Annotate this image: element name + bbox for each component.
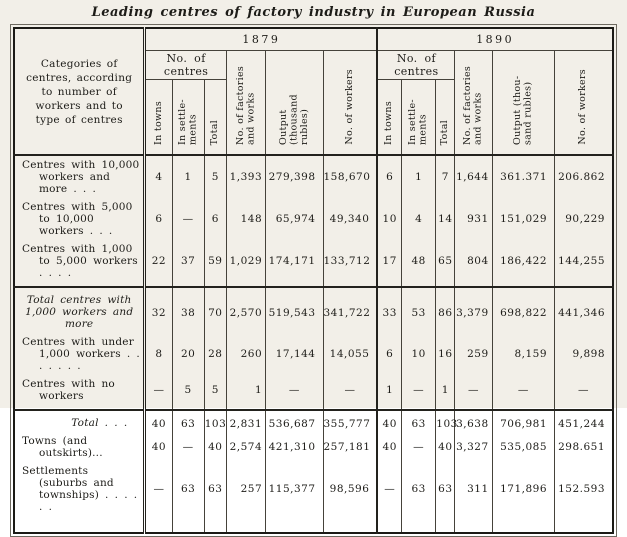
cell-1890-total: 103 xyxy=(436,410,455,432)
total-1879-label: Total xyxy=(209,119,221,145)
cell-1890-total: 1 xyxy=(436,375,455,410)
table-row xyxy=(14,333,613,375)
cell-1890-in-towns: 10 xyxy=(377,198,401,240)
cell-1879-total: 63 xyxy=(204,462,226,516)
cell-1890-workers: 441,346 xyxy=(555,287,613,333)
row-label: Total centres with 1,000 workers and more xyxy=(14,287,145,333)
cell-1879-output: 279,398 xyxy=(266,155,323,198)
cell-1890-factories: 931 xyxy=(455,198,492,240)
cell-1890-factories xyxy=(455,516,492,533)
cell-1879-in-towns: 8 xyxy=(145,333,172,375)
cell-1879-in-settlements xyxy=(172,516,204,533)
year-1890-header: 1890 xyxy=(377,28,613,51)
table-row xyxy=(14,287,613,333)
cell-1890-workers: 298.651 xyxy=(555,432,613,462)
cell-1879-in-towns: 40 xyxy=(145,432,172,462)
cell-1879-factories: 1,029 xyxy=(226,240,265,287)
cell-1890-output xyxy=(492,516,554,533)
cell-1879-total: 6 xyxy=(204,198,226,240)
cell-1890-output: 706,981 xyxy=(492,410,554,432)
cell-1890-output: 535,085 xyxy=(492,432,554,462)
cell-1879-in-settlements: 1 xyxy=(172,155,204,198)
cell-1890-factories: 259 xyxy=(455,333,492,375)
col-header-in-towns-1879 xyxy=(145,80,172,156)
col-header-total-1879 xyxy=(204,80,226,156)
cell-1879-in-towns: 4 xyxy=(145,155,172,198)
cell-1890-factories: 804 xyxy=(455,240,492,287)
workers-1890-label: No. of workers xyxy=(577,69,589,145)
cell-1890-factories: 1,644 xyxy=(455,155,492,198)
cell-1890-workers: — xyxy=(555,375,613,410)
cell-1890-workers: 451,244 xyxy=(555,410,613,432)
col-header-output-1890 xyxy=(492,51,554,156)
cell-1879-workers: 257,181 xyxy=(323,432,377,462)
cell-1879-factories: 2,574 xyxy=(226,432,265,462)
cell-1879-factories: 1 xyxy=(226,375,265,410)
cell-1879-output: 115,377 xyxy=(266,462,323,516)
cell-1879-total: 40 xyxy=(204,432,226,462)
cell-1879-output: 421,310 xyxy=(266,432,323,462)
row-label: Centres with 5,000 to 10,000 workers . . . xyxy=(14,198,145,240)
cell-1890-in-towns: 40 xyxy=(377,410,401,432)
cell-1879-output: 65,974 xyxy=(266,198,323,240)
cell-1890-output: 361.371 xyxy=(492,155,554,198)
cell-1879-workers: 133,712 xyxy=(323,240,377,287)
cell-1890-in-settlements: 48 xyxy=(402,240,436,287)
categories-header: Categories of centres, according to number of workers and to type of centres xyxy=(14,28,145,155)
table-row xyxy=(14,410,613,432)
col-header-total-1890 xyxy=(436,80,455,156)
cell-1879-total xyxy=(204,516,226,533)
cell-1879-output: 536,687 xyxy=(266,410,323,432)
cell-1879-factories: 257 xyxy=(226,462,265,516)
cell-1879-factories: 260 xyxy=(226,333,265,375)
cell-1879-in-settlements: 38 xyxy=(172,287,204,333)
cell-1879-in-settlements: — xyxy=(172,432,204,462)
cell-1879-workers: 355,777 xyxy=(323,410,377,432)
cell-1879-in-towns: — xyxy=(145,462,172,516)
row-label xyxy=(14,516,145,533)
cell-1879-workers: 14,055 xyxy=(323,333,377,375)
cell-1890-factories: 3,379 xyxy=(455,287,492,333)
cell-1890-total: 65 xyxy=(436,240,455,287)
cell-1890-factories: 311 xyxy=(455,462,492,516)
cell-1879-in-towns: 22 xyxy=(145,240,172,287)
cell-1879-total: 59 xyxy=(204,240,226,287)
cell-1890-total: 63 xyxy=(436,462,455,516)
cell-1890-in-settlements: — xyxy=(402,432,436,462)
cell-1890-factories: 3,327 xyxy=(455,432,492,462)
cell-1879-total: 5 xyxy=(204,375,226,410)
col-header-output-1879 xyxy=(266,51,323,156)
cell-1879-in-settlements: 37 xyxy=(172,240,204,287)
cell-1890-output: — xyxy=(492,375,554,410)
cell-1890-output: 151,029 xyxy=(492,198,554,240)
cell-1879-in-settlements: 63 xyxy=(172,462,204,516)
table-row xyxy=(14,375,613,410)
cell-1879-output xyxy=(266,516,323,533)
cell-1879-in-settlements: — xyxy=(172,198,204,240)
col-header-workers-1879 xyxy=(323,51,377,156)
row-label: Centres with no workers xyxy=(14,375,145,410)
cell-1890-in-settlements: 1 xyxy=(402,155,436,198)
row-label: Centres with 10,000 workers and more . . . xyxy=(14,155,145,198)
cell-1879-workers: 49,340 xyxy=(323,198,377,240)
no-of-centres-1879-header: No. of centres xyxy=(145,51,227,80)
col-header-factories-1890 xyxy=(455,51,492,156)
cell-1879-factories: 1,393 xyxy=(226,155,265,198)
cell-1890-in-towns: — xyxy=(377,462,401,516)
cell-1879-output: 519,543 xyxy=(266,287,323,333)
cell-1890-workers: 152.593 xyxy=(555,462,613,516)
cell-1890-total: 14 xyxy=(436,198,455,240)
cell-1879-total: 5 xyxy=(204,155,226,198)
cell-1879-workers: 158,670 xyxy=(323,155,377,198)
cell-1879-workers: 98,596 xyxy=(323,462,377,516)
table-row xyxy=(14,198,613,240)
cell-1879-output: — xyxy=(266,375,323,410)
cell-1890-total: 40 xyxy=(436,432,455,462)
cell-1890-in-towns: 33 xyxy=(377,287,401,333)
cell-1890-in-towns: 6 xyxy=(377,155,401,198)
cell-1890-factories: 3,638 xyxy=(455,410,492,432)
cell-1890-workers: 90,229 xyxy=(555,198,613,240)
cell-1890-output: 8,159 xyxy=(492,333,554,375)
cell-1879-factories: 2,831 xyxy=(226,410,265,432)
cell-1890-in-settlements: 10 xyxy=(402,333,436,375)
output-1879-label: Output (thousand rubles) xyxy=(277,94,310,145)
cell-1879-total: 70 xyxy=(204,287,226,333)
cell-1890-output: 698,822 xyxy=(492,287,554,333)
output-1890-label: Output (thou-sand rubles) xyxy=(511,75,534,145)
cell-1890-workers: 9,898 xyxy=(555,333,613,375)
cell-1890-total: 7 xyxy=(436,155,455,198)
in-towns-1879-label: In towns xyxy=(152,101,164,145)
cell-1879-in-towns: 40 xyxy=(145,410,172,432)
cell-1879-factories: 2,570 xyxy=(226,287,265,333)
cell-1890-in-towns: 6 xyxy=(377,333,401,375)
cell-1890-in-towns: 40 xyxy=(377,432,401,462)
cell-1879-total: 28 xyxy=(204,333,226,375)
table-row xyxy=(14,155,613,198)
cell-1890-workers: 144,255 xyxy=(555,240,613,287)
cell-1879-in-settlements: 20 xyxy=(172,333,204,375)
cell-1879-in-towns: — xyxy=(145,375,172,410)
total-1890-label: Total xyxy=(439,119,451,145)
table-row xyxy=(14,432,613,462)
cell-1879-in-towns: 6 xyxy=(145,198,172,240)
cell-1890-in-towns: 1 xyxy=(377,375,401,410)
cell-1890-in-settlements: 63 xyxy=(402,462,436,516)
table-row xyxy=(14,240,613,287)
col-header-in-settlements-1890 xyxy=(402,80,436,156)
cell-1890-total xyxy=(436,516,455,533)
factories-1879-label: No. of factories and works xyxy=(234,65,256,145)
row-label: Centres with 1,000 to 5,000 workers . . . . xyxy=(14,240,145,287)
in-towns-1890-label: In towns xyxy=(383,101,395,145)
cell-1879-total: 103 xyxy=(204,410,226,432)
in-settlements-1890-label: In settle-ments xyxy=(407,99,429,145)
cell-1879-in-settlements: 63 xyxy=(172,410,204,432)
cell-1890-workers xyxy=(555,516,613,533)
cell-1879-output: 174,171 xyxy=(266,240,323,287)
cell-1890-in-settlements xyxy=(402,516,436,533)
no-of-centres-1890-header: No. of centres xyxy=(377,51,455,80)
factories-1890-label: No. of factories and works xyxy=(462,65,484,145)
col-header-workers-1890 xyxy=(555,51,613,156)
cell-1879-factories xyxy=(226,516,265,533)
cell-1890-factories: — xyxy=(455,375,492,410)
cell-1890-in-towns xyxy=(377,516,401,533)
cell-1890-in-settlements: 4 xyxy=(402,198,436,240)
cell-1890-workers: 206.862 xyxy=(555,155,613,198)
cell-1879-in-towns xyxy=(145,516,172,533)
cell-1879-factories: 148 xyxy=(226,198,265,240)
cell-1879-workers: 341,722 xyxy=(323,287,377,333)
year-header-row xyxy=(14,28,613,51)
factory-industry-table xyxy=(13,27,614,534)
cell-1879-workers: — xyxy=(323,375,377,410)
col-header-in-towns-1890 xyxy=(377,80,401,156)
col-header-factories-1879 xyxy=(226,51,265,156)
in-settlements-1879-label: In settle-ments xyxy=(176,99,199,145)
table-row xyxy=(14,516,613,533)
cell-1879-output: 17,144 xyxy=(266,333,323,375)
cell-1879-in-towns: 32 xyxy=(145,287,172,333)
cell-1890-total: 16 xyxy=(436,333,455,375)
cell-1890-output: 186,422 xyxy=(492,240,554,287)
table-row xyxy=(14,462,613,516)
cell-1890-in-settlements: — xyxy=(402,375,436,410)
cell-1879-workers xyxy=(323,516,377,533)
page-title: Leading centres of factory industry in European Russia xyxy=(91,5,536,20)
year-1879-header: 1879 xyxy=(145,28,378,51)
row-label: Towns (and outskirts)... xyxy=(14,432,145,462)
cell-1890-in-towns: 17 xyxy=(377,240,401,287)
cell-1890-output: 171,896 xyxy=(492,462,554,516)
row-label: Settlements (suburbs and townships) . . . . . . xyxy=(14,462,145,516)
workers-1879-label: No. of workers xyxy=(343,69,355,145)
row-label: Total . . . xyxy=(14,410,145,432)
table-frame xyxy=(10,24,617,537)
cell-1890-total: 86 xyxy=(436,287,455,333)
cell-1879-in-settlements: 5 xyxy=(172,375,204,410)
row-label: Centres with under 1,000 workers . . . . . . . xyxy=(14,333,145,375)
cell-1890-in-settlements: 53 xyxy=(402,287,436,333)
col-header-in-settlements-1879 xyxy=(172,80,204,156)
cell-1890-in-settlements: 63 xyxy=(402,410,436,432)
